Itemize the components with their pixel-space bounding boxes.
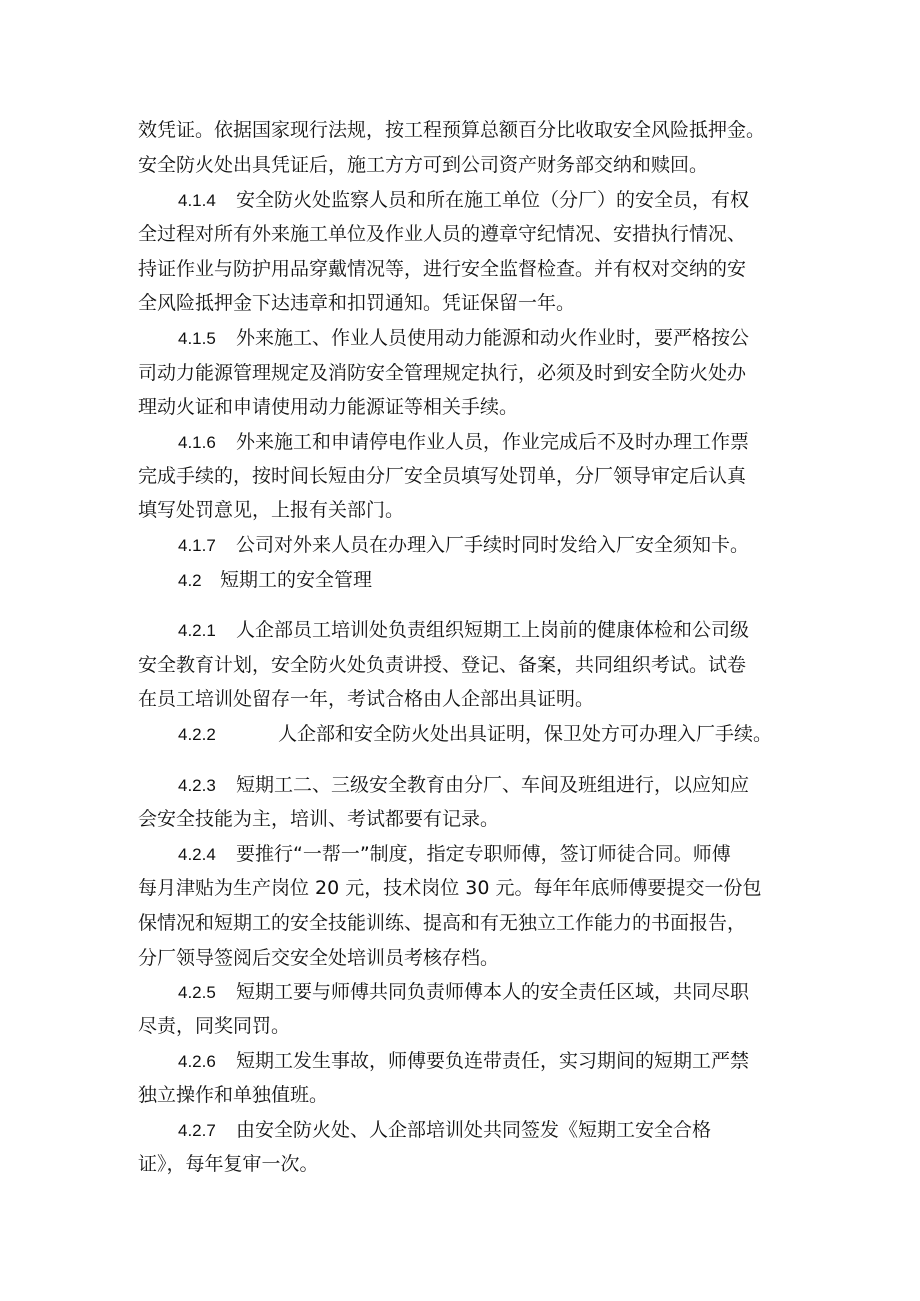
paragraph-line: 持证作业与防护用品穿戴情况等，进行安全监督检查。并有权对交纳的安 bbox=[138, 258, 747, 280]
paragraph-line: 尽责，同奖同罚。 bbox=[138, 1015, 291, 1037]
paragraph-line: 会安全技能为主，培训、考试都要有记录。 bbox=[138, 808, 500, 830]
clause-text: 公司对外来人员在办理入厂手续时同时发给入厂安全须知卡。 bbox=[236, 534, 750, 556]
clause-text: 短期工发生事故，师傅要负连带责任，实习期间的短期工严禁 bbox=[236, 1050, 750, 1072]
clause-4-2-7 bbox=[178, 1118, 711, 1143]
paragraph-line: 理动火证和申请使用动力能源证等相关手续。 bbox=[138, 396, 519, 418]
paragraph-line: 证》，每年复审一次。 bbox=[138, 1153, 319, 1175]
paragraph-line: 每月津贴为生产岗位 20 元，技术岗位 30 元。每年年底师傅要提交一份包 bbox=[138, 877, 762, 899]
section-number: 4.2 bbox=[178, 571, 202, 590]
paragraph-line: 司动力能源管理规定及消防安全管理规定执行，必须及时到安全防火处办 bbox=[138, 362, 747, 384]
clause-4-2-1 bbox=[178, 618, 749, 643]
clause-number: 4.2.6 bbox=[178, 1052, 216, 1071]
clause-text: 外来施工、作业人员使用动力能源和动火作业时，要严格按公 bbox=[236, 327, 750, 349]
paragraph-line: 安全防火处出具凭证后，施工方方可到公司资产财务部交纳和赎回。 bbox=[138, 154, 709, 176]
clause-text: 安全防火处监察人员和所在施工单位（分厂）的安全员，有权 bbox=[236, 189, 750, 211]
clause-number: 4.2.4 bbox=[178, 845, 216, 864]
clause-text: 要推行“一帮一”制度，指定专职师傅，签订师徒合同。师傅 bbox=[236, 843, 731, 865]
clause-4-1-4 bbox=[178, 188, 749, 213]
clause-text: 由安全防火处、人企部培训处共同签发《短期工安全合格 bbox=[236, 1119, 712, 1141]
paragraph-line: 全过程对所有外来施工单位及作业人员的遵章守纪情况、安措执行情况、 bbox=[138, 223, 747, 245]
paragraph-line: 分厂领导签阅后交安全处培训员考核存档。 bbox=[138, 947, 500, 969]
section-heading-4-2 bbox=[178, 568, 372, 593]
clause-number: 4.2.2 bbox=[178, 725, 216, 744]
clause-4-1-5 bbox=[178, 326, 749, 351]
paragraph-line: 全风险抵押金下达违章和扣罚通知。凭证保留一年。 bbox=[138, 292, 576, 314]
paragraph-line: 保情况和短期工的安全技能训练、提高和有无独立工作能力的书面报告， bbox=[138, 912, 747, 934]
paragraph-line: 填写处罚意见，上报有关部门。 bbox=[138, 499, 405, 521]
clause-4-2-3 bbox=[178, 773, 749, 798]
clause-number: 4.2.7 bbox=[178, 1121, 216, 1140]
clause-4-2-5 bbox=[178, 980, 749, 1005]
clause-4-2-6 bbox=[178, 1049, 749, 1074]
clause-4-1-7 bbox=[178, 533, 749, 558]
paragraph-line: 效凭证。依据国家现行法规，按工程预算总额百分比收取安全风险抵押金。 bbox=[138, 119, 766, 141]
clause-number: 4.1.4 bbox=[178, 191, 216, 210]
paragraph-line: 独立操作和单独值班。 bbox=[138, 1084, 329, 1106]
clause-text: 人企部员工培训处负责组织短期工上岗前的健康体检和公司级 bbox=[236, 619, 750, 641]
clause-text: 短期工二、三级安全教育由分厂、车间及班组进行，以应知应 bbox=[236, 774, 750, 796]
clause-number: 4.1.6 bbox=[178, 433, 216, 452]
clause-number: 4.2.1 bbox=[178, 621, 216, 640]
clause-4-2-2 bbox=[178, 722, 772, 747]
clause-number: 4.1.5 bbox=[178, 329, 216, 348]
clause-number: 4.1.7 bbox=[178, 536, 216, 555]
paragraph-line: 完成手续的，按时间长短由分厂安全员填写处罚单，分厂领导审定后认真 bbox=[138, 465, 747, 487]
paragraph-line: 安全教育计划，安全防火处负责讲授、登记、备案，共同组织考试。试卷 bbox=[138, 654, 747, 676]
clause-number: 4.2.3 bbox=[178, 776, 216, 795]
clause-text: 人企部和安全防火处出具证明，保卫处方可办理入厂手续。 bbox=[278, 723, 773, 745]
clause-text: 短期工要与师傅共同负责师傅本人的安全责任区域，共同尽职 bbox=[236, 981, 750, 1003]
clause-text: 外来施工和申请停电作业人员，作业完成后不及时办理工作票 bbox=[236, 431, 750, 453]
clause-number: 4.2.5 bbox=[178, 983, 216, 1002]
clause-4-2-4 bbox=[178, 842, 731, 867]
clause-4-1-6 bbox=[178, 430, 749, 455]
paragraph-line: 在员工培训处留存一年，考试合格由人企部出具证明。 bbox=[138, 688, 595, 710]
section-title: 短期工的安全管理 bbox=[220, 569, 373, 591]
